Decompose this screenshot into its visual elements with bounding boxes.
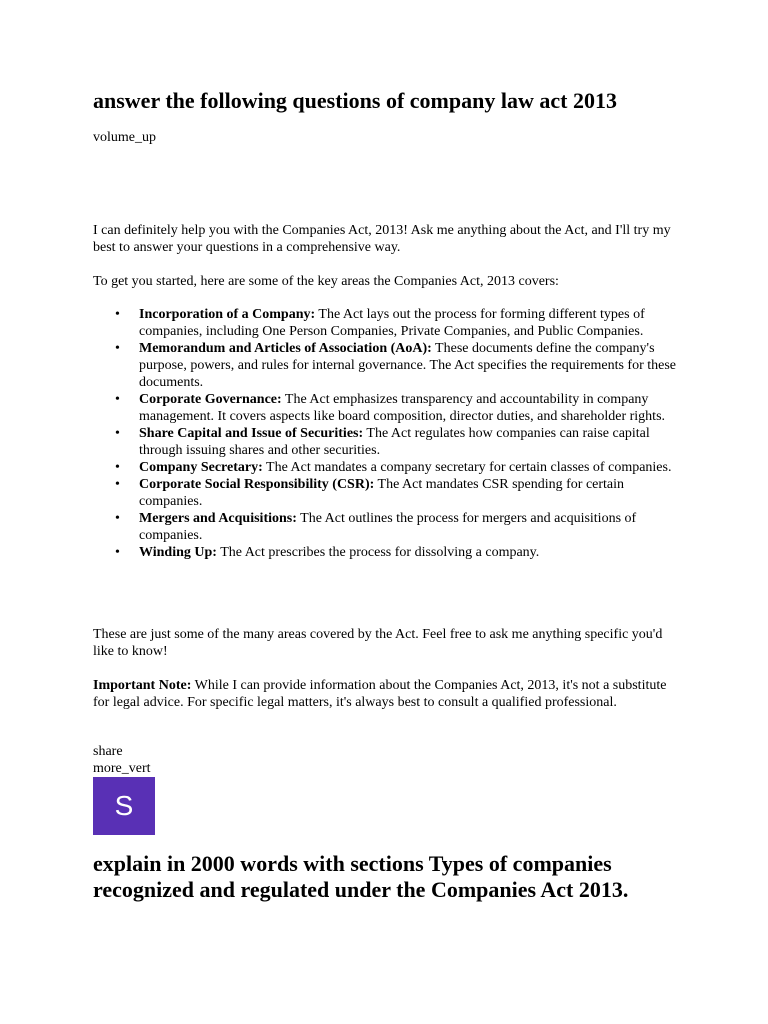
list-item-text: The Act mandates CSR spending for certain companies.: [139, 477, 625, 509]
list-item: [93, 340, 684, 391]
key-areas-list: [93, 306, 693, 561]
list-item-title: Mergers and Acquisitions:: [139, 511, 297, 526]
list-item-title: Corporate Social Responsibility (CSR):: [139, 477, 375, 492]
user-question-1: answer the following questions of company law act 2013: [93, 88, 617, 113]
list-item-title: Company Secretary:: [139, 460, 263, 475]
list-item: [93, 391, 684, 425]
volume-up-icon[interactable]: volume_up: [93, 130, 156, 145]
list-item: [93, 510, 684, 544]
answer-intro: I can definitely help you with the Companies Act, 2013! Ask me anything about the Act, and I'll try my best to answer your questions in a comprehensive way.: [93, 223, 671, 255]
list-item-title: Memorandum and Articles of Association (AoA):: [139, 341, 432, 356]
list-item-text: The Act lays out the process for forming different types of companies, including One Person Companies, Private Companies, and Public Companies.: [139, 307, 645, 339]
list-item: [93, 459, 684, 476]
answer-closing: These are just some of the many areas covered by the Act. Feel free to ask me anything specific you'd like to know!: [93, 627, 663, 659]
list-item-title: Winding Up:: [139, 545, 217, 560]
list-item-title: Corporate Governance:: [139, 392, 282, 407]
list-item-text: The Act regulates how companies can raise capital through issuing shares and other securities.: [139, 426, 650, 458]
list-item: [93, 306, 684, 340]
list-item-title: Incorporation of a Company:: [139, 307, 316, 322]
user-question-2: explain in 2000 words with sections Types of companies recognized and regulated under the Companies Act 2013.: [93, 851, 629, 902]
list-item-text: The Act emphasizes transparency and accountability in company management. It covers aspects like board composition, director duties, and shareholder rights.: [139, 392, 666, 424]
list-item: [93, 425, 684, 459]
important-note: [93, 677, 678, 711]
list-item-title: Share Capital and Issue of Securities:: [139, 426, 364, 441]
list-item-text: The Act mandates a company secretary for certain classes of companies.: [262, 460, 672, 475]
list-item-text: The Act outlines the process for mergers and acquisitions of companies.: [139, 511, 637, 543]
list-item-text: The Act prescribes the process for dissolving a company.: [216, 545, 540, 560]
important-note-label: Important Note:: [93, 678, 192, 693]
answer-lead-in: To get you started, here are some of the key areas the Companies Act, 2013 covers:: [93, 274, 559, 289]
avatar: S: [93, 777, 155, 835]
share-icon[interactable]: share: [93, 744, 123, 759]
more-vert-icon[interactable]: more_vert: [93, 761, 151, 776]
list-item: [93, 544, 684, 561]
list-item: [93, 476, 684, 510]
important-note-text: While I can provide information about the Companies Act, 2013, it's not a substitute for legal advice. For specific legal matters, it's always best to consult a qualified professional.: [93, 678, 667, 710]
list-item-text: These documents define the company's purpose, powers, and rules for internal governance. The Act specifies the requirements for these documents.: [139, 341, 676, 390]
